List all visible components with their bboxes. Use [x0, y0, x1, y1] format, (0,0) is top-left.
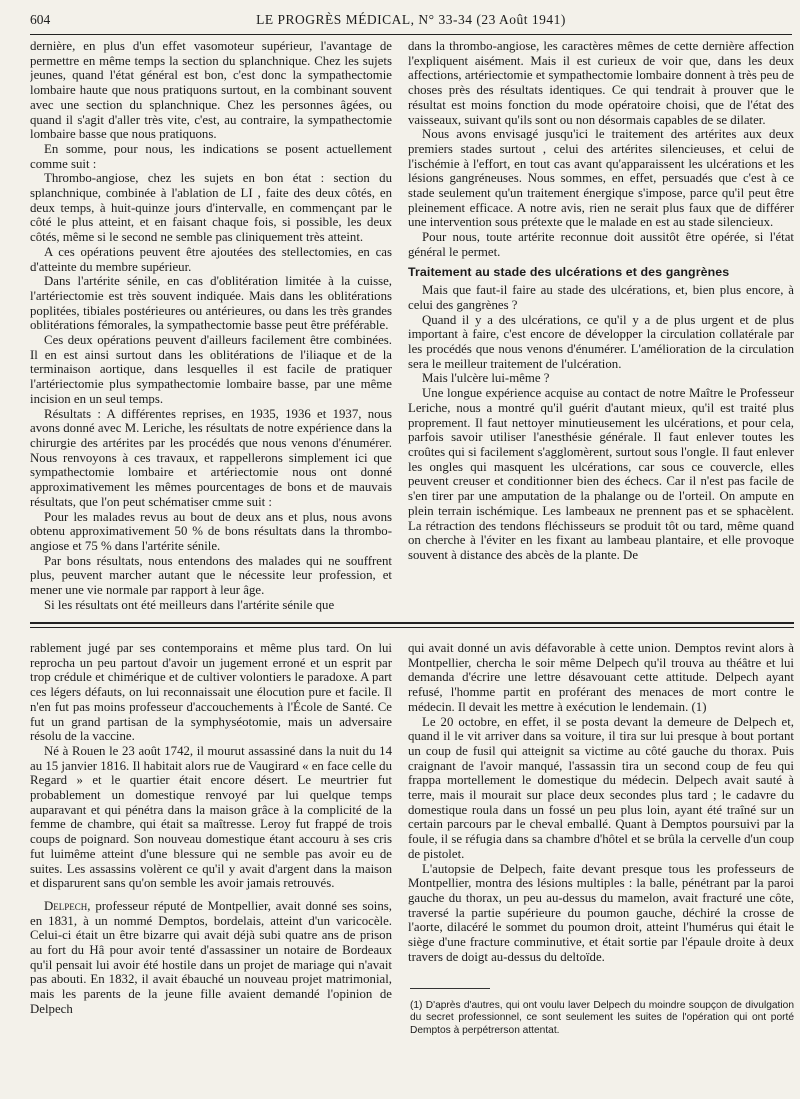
paragraph: Si les résultats ont été meilleurs dans l'artérite sénile que — [44, 597, 335, 612]
top-left-column — [30, 39, 392, 619]
paragraph-text: , professeur réputé de Montpellier, avait donné ses soins, en 1831, à un nommé Demptos, bordelais, atteint d'un varicocèle. Celui-ci était un être bizarre qui avait déjà subi quatre ans de prison au fort du Hâ pour avoir tenté d'assassiner un notaire de Bordeaux qu'il pensait lui avoir été hostile dans un projet de mariage qui n'avait pas abouti. En 1832, il avait ébauché un nouveau projet matrimonial, mais les parents de la jeune fille avaient demandé l'opinion de Delpech — [30, 898, 392, 1016]
paragraph: Par bons résultats, nous entendons des malades qui ne souffrent plus, peuvent marcher autant que le nécessite leur profession, et mener une vie normale par rapport à leur âge. — [30, 553, 392, 598]
paragraph: Thrombo-angiose, chez les sujets en bon état : section du splanchnique, combinée à l'ablation de LI , faite des deux côtés, en deux temps, à huit-quinze jours d'intervalle, en commençant par le côté le plus atteint, et en faisant chaque fois, si possible, les deux côtés, même si le second ne semble pas cliniquement très atteint. — [30, 171, 392, 245]
section-divider — [30, 627, 794, 628]
top-right-column — [408, 39, 794, 619]
paragraph: En somme, pour nous, les indications se posent actuellement comme suit : — [30, 141, 392, 171]
paragraph: Résultats : A différentes reprises, en 1935, 1936 et 1937, nous avons donné avec M. Leriche, les résultats de notre expérience dans la chirurgie des artérites par les procédés que nous venons d'énumérer. Nous renvoyons à ces travaux, et rappellerons simplement ici que sympathectomie lombaire et artériectomie nous ont donné approximativement les mêmes pourcentages de bons et de mauvais résultats, que l'on peut schématiser cmme suit : — [30, 406, 392, 509]
paragraph: Quand il y a des ulcérations, ce qu'il y a de plus urgent et de plus important à faire, c'est encore de développer la circulation collatérale par les procédés que nous venons d'énumérer. L'amélioration de la circulation sera le meilleur traitement de l'ulcération. — [408, 312, 794, 371]
paragraph: Dans l'artérite sénile, en cas d'oblitération limitée à la cuisse, l'artériectomie est très souvent indiquée. Mais dans les oblitérations poplitées, tibiales postérieures ou antérieures, ou dans les très grandes oblitérations fémorales, la sympathectomie basse peut être préférable. — [30, 274, 392, 333]
running-header — [30, 6, 792, 35]
paragraph: rablement jugé par ses contemporains et même plus tard. On lui reprocha un peu partout d'avoir un jugement erroné et un esprit par trop crédule et chimérique et de cultiver volontiers le paradoxe. A part ces légers défauts, on lui reconnaissait une élocution pure et facile. Il n'en fut pas moins professeur d'accouchements à l'École de Santé. Ce fut un grand partisan de la symphyséotomie, mais un adversaire résolu de la vaccine. — [30, 641, 392, 744]
paragraph: Nous avons envisagé jusqu'ici le traitement des artérites aux deux premiers stades surtout , celui des artérites silencieuses, et celui de l'ischémie à l'effort, en tout cas avant qu'apparaissent les ulcérations et les lésions gangréneuses. Nous sommes, en effet, persuadés que c'est à ce stade seulement qu'un traitement énergique s'impose, parce qu'il peut être pleinement efficace. A notre avis, rien ne serait plus faux que de différer une intervention sous prétexte que le malade en est au stade silencieux. — [408, 127, 794, 230]
bottom-left-column — [30, 641, 392, 1091]
paragraph: qui avait donné un avis défavorable à cette union. Demptos revint alors à Montpellier, chercha le soir même Delpech qu'il trouva au théâtre et lui demanda d'écrire une lettre désavouant cette attitude. Delpech ayant refusé, l'homme partit en proférant des menaces de mort contre le médecin. Il devait les mettre à exécution le lendemain. (1) — [408, 641, 794, 714]
paragraph-delpech — [30, 899, 392, 1017]
bottom-right-column — [408, 641, 794, 986]
footnote-rule — [410, 988, 490, 989]
paragraph: Pour nous, toute artérite reconnue doit aussitôt être opérée, si l'état général le permet. — [408, 230, 794, 259]
paragraph: Mais l'ulcère lui-même ? — [422, 371, 550, 386]
running-title: LE PROGRÈS MÉDICAL, N° 33-34 (23 Août 1941) — [256, 12, 566, 27]
section-heading: Traitement au stade des ulcérations et des gangrènes — [408, 264, 730, 279]
paragraph: Ces deux opérations peuvent d'ailleurs facilement être combinées. Il en est ainsi surtout dans les oblitérations de l'iliaque et de la terminaison aortique, dans lesquelles il est facile de pratiquer l'artériectomie plus sympathectomie lombaire basse, par une même incision en un seul temps. — [30, 333, 392, 406]
paragraph: dans la thrombo-angiose, les caractères mêmes de cette dernière affection l'expliquent aisément. Mais il est curieux de voir que, dans les deux affections, artériectomie et sympathectomie lombaire donnent à très peu de choses près des résultats identiques. Ce qui tendrait à prouver que le résultat est moins fonction du mode opératoire choisi, que de l'état des vaisseaux, suivant qu'ils sont ou non désormais capables de se dilater. — [408, 39, 794, 127]
paragraph: Mais que faut-il faire au stade des ulcérations, et, bien plus encore, à celui des gangrènes ? — [408, 283, 794, 312]
paragraph: Le 20 octobre, en effet, il se posta devant la demeure de Delpech et, quand il le vit arriver dans sa voiture, il tira sur lui presque à bout portant un coup de fusil qui atteignit sa victime au côté gauche du thorax. Puis craignant de l'avoir manqué, l'assassin tira un second coup de feu qui frappa mortellement le domestique du médecin. Delpech avait sauté à terre, mais il mourait sur place deux secondes plus tard ; le cadavre du domestique roula dans un fossé un peu plus loin, ayant été traîné sur un certain parcours par le cheval emballé. Quant à Demptos poursuivi par la foule, il se réfugia dans sa chambre d'hôtel et se brûla la cervelle d'un coup de pistolet. — [408, 714, 794, 861]
paragraph: L'autopsie de Delpech, faite devant presque tous les professeurs de Montpellier, montra des lésions multiples : la balle, pénétrant par la paroi gauche du thorax, un peu au-dessus du mamelon, avait fracturé une côte, traversé la partie supérieure du poumon gauche, déchiré la crosse de l'aorte, dilacéré le sommet du poumon droit, atteint l'humérus qui était le siège d'une fracture comminutive, et était sortie par l'épaule droite à deux travers de doigt au-dessus du deltoïde. — [408, 861, 794, 964]
section-divider — [30, 622, 794, 624]
page-number: 604 — [30, 12, 51, 27]
paragraph: Une longue expérience acquise au contact de notre Maître le Professeur Leriche, nous a montré qu'il guérit d'autant mieux, qu'il est traité plus proprement. Il faut nettoyer minutieusement les ulcérations, et pour cela, parfois savoir utiliser l'anesthésie générale. Il faut enlever toutes les croûtes qui si facilement s'agglomèrent, surtout sous l'ongle. Il faut enlever les ongles qui masquent les ulcérations, car sous ce couvercle, elles peuvent creuser et conditionner bien des échecs. Car il n'est pas facile de s'en tirer par une amputation de la phalange ou de l'orteil. On ampute en plein terrain ischémique. Les lambeaux ne prennent pas et se sphacèlent. La rétraction des tendons fléchisseurs se produit tôt ou tard, même quand on cherche à l'éviter en les fixant au lambeau plantaire, et elle provoque souvent à distance des abcès de la plante. De — [408, 386, 794, 562]
footnote: (1) D'après d'autres, qui ont voulu laver Delpech du moindre soupçon de divulgation du secret professionnel, ce sont seulement les suites de l'opération qui ont porté Demptos à perpétrerson attentat. — [410, 1000, 794, 1036]
paragraph: Pour les malades revus au bout de deux ans et plus, nous avons obtenu approximativement 50 % de bons résultats dans la thrombo-angiose et 75 % dans l'artérite sénile. — [30, 509, 392, 553]
paragraph: dernière, en plus d'un effet vasomoteur supérieur, l'avantage de permettre en même temps la section du splanchnique. Chez les sujets jeunes, quand l'état général est bon, c'est donc la sympathectomie lombaire haute que nous pratiquons surtout, en la combinant souvent avec une section du splanchnique. Chez les personnes âgées, ou quand il s'agit d'aller très vite, c'est, au contraire, la sympathectomie lombaire basse que nous pratiquons. — [30, 39, 392, 142]
paragraph: Né à Rouen le 23 août 1742, il mourut assassiné dans la nuit du 14 au 15 janvier 1816. Il habitait alors rue de Vaugirard « en face celle du Regard » et le quartier était encore désert. Le meurtrier fut probablement un domestique renvoyé par lui quelque temps auparavant et qui pénétra dans la maison grâce à la complicité de la femme de chambre, qui était sa maîtresse. Leroy fut frappé de trois coups de poignard. Son nouveau domestique étant accouru à ses cris fut luimême atteint d'une blessure qui ne semble pas avoir eu de suites. Les assassins volèrent ce qu'il y avait d'argent dans la maison et disparurent sans qu'on semble les avoir jamais retrouvés. — [30, 743, 392, 891]
delpech-name: Delpech — [44, 898, 88, 913]
paragraph: A ces opérations peuvent être ajoutées des stellectomies, en cas d'atteinte du membre supérieur. — [30, 244, 392, 274]
